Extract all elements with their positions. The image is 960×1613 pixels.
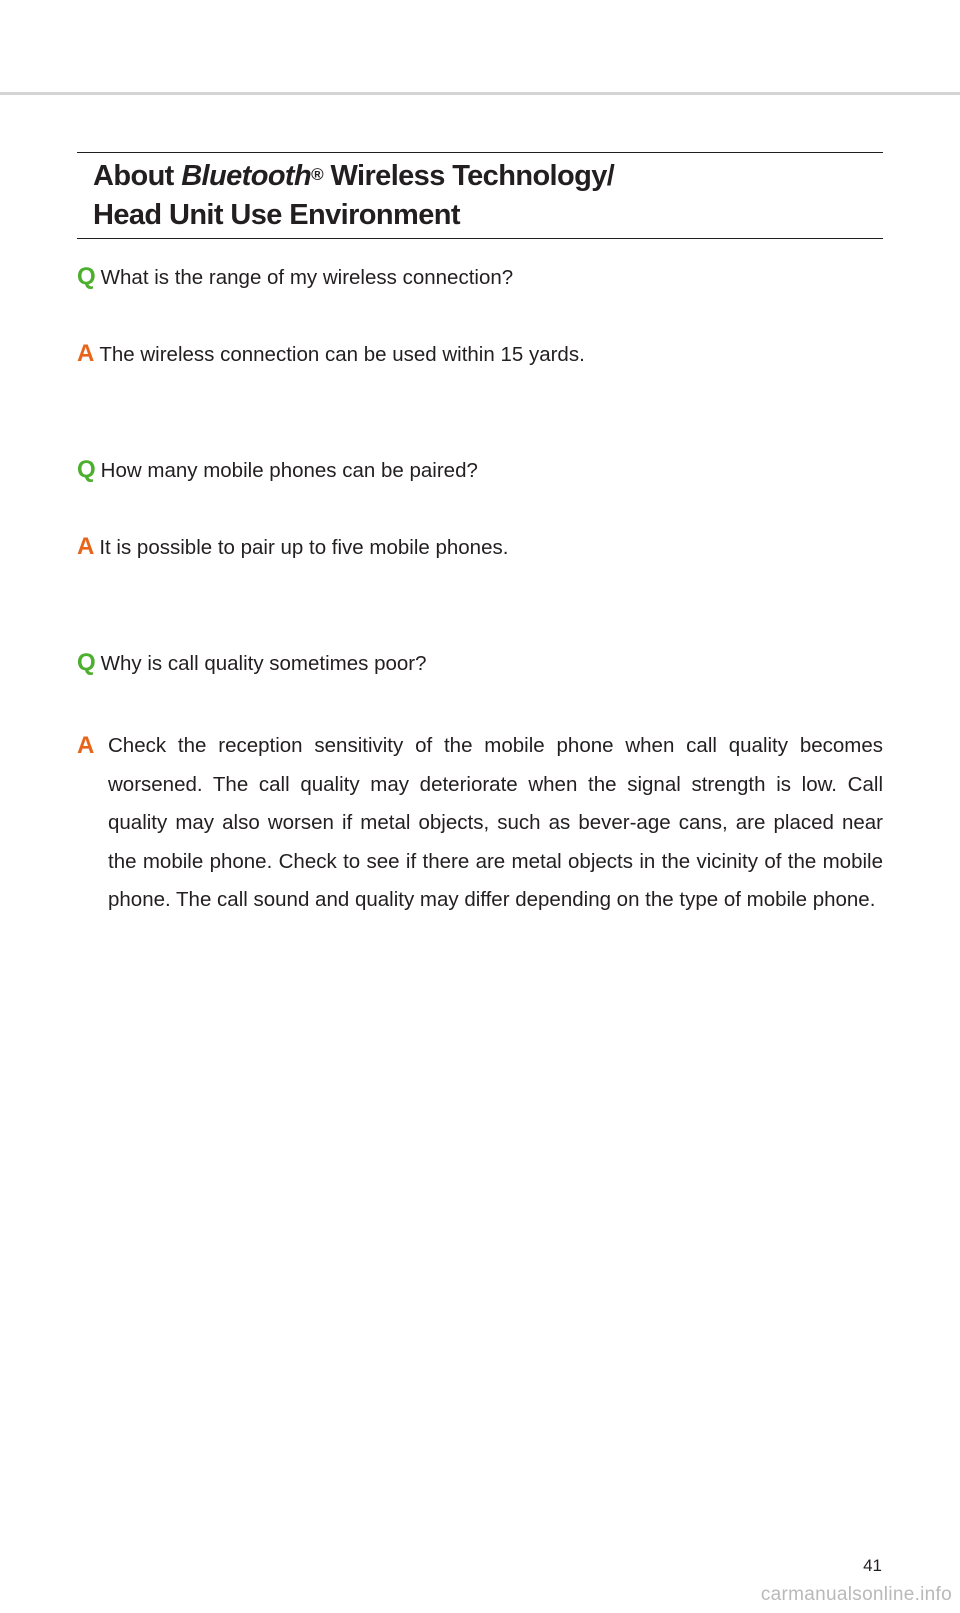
question-marker-icon: Q	[77, 263, 96, 290]
answer-text: The wireless connection can be used within 15 yards.	[99, 343, 585, 366]
faq-question-3	[77, 649, 883, 679]
title-text-about: About	[93, 160, 182, 192]
watermark: carmanualsonline.info	[760, 1584, 952, 1605]
page-number: 41	[863, 1556, 882, 1575]
top-divider	[0, 92, 960, 95]
answer-marker-icon: A	[77, 340, 95, 367]
section-title	[93, 157, 883, 235]
section-header	[77, 152, 883, 239]
faq-answer-1	[77, 340, 883, 370]
question-text: Why is call quality sometimes poor?	[100, 652, 427, 675]
faq-question-2	[77, 456, 883, 486]
question-marker-icon: Q	[77, 649, 96, 676]
title-brand: Bluetooth	[181, 160, 312, 192]
answer-marker-icon: A	[77, 533, 95, 560]
question-text: How many mobile phones can be paired?	[100, 459, 478, 482]
title-text-wireless: Wireless Technology/	[323, 160, 615, 192]
answer-text: Check the reception sensitivity of the mobile phone when call quality becomes worsened. The call quality may deteriorate when the signal strength is low. Call quality may also worsen if metal objects, such as bever-age cans, are placed near the mobile phone. Check to see if there are metal objects in the vicinity of the mobile phone. The call sound and quality may differ depending on the type of mobile phone.	[108, 734, 883, 911]
title-text-line2: Head Unit Use Environment	[93, 199, 460, 231]
answer-text: It is possible to pair up to five mobile phones.	[99, 536, 509, 559]
question-text: What is the range of my wireless connection?	[100, 266, 514, 289]
answer-marker-icon: A	[77, 732, 95, 759]
registered-mark: ®	[311, 165, 324, 184]
question-marker-icon: Q	[77, 456, 96, 483]
faq-answer-3	[77, 727, 883, 920]
faq-question-1	[77, 263, 883, 293]
faq-answer-2	[77, 533, 883, 563]
